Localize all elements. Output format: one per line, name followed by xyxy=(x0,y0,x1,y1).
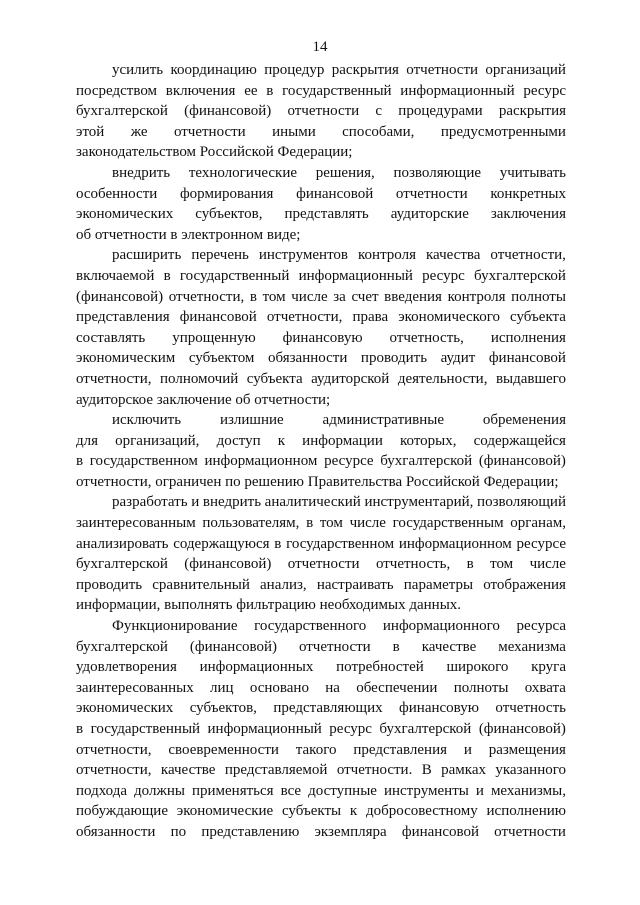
word: внедрить xyxy=(112,164,171,181)
word: аудиторские xyxy=(390,206,469,223)
text-line xyxy=(76,348,566,369)
word: для xyxy=(76,432,99,449)
word: заключения xyxy=(490,206,566,223)
text-line xyxy=(76,184,566,205)
word: широкого xyxy=(446,659,509,676)
word: с xyxy=(375,103,383,120)
paragraph-1 xyxy=(76,60,566,163)
word: государственный xyxy=(90,721,201,737)
word: (финансовой) xyxy=(184,103,272,120)
text-line xyxy=(76,122,566,143)
word: бухгалтерской xyxy=(76,638,168,655)
word: контроля xyxy=(358,247,416,264)
word: государственном xyxy=(89,453,198,470)
text-line xyxy=(76,287,566,308)
word: государственным xyxy=(392,515,504,532)
text-line xyxy=(76,678,566,699)
word: анализировать xyxy=(76,535,169,552)
word: размещения xyxy=(488,741,566,758)
word: бухгалтерской xyxy=(380,453,473,470)
word: субъектов, xyxy=(195,206,263,223)
word: упрощенную xyxy=(172,329,256,346)
word: том xyxy=(490,556,514,573)
paragraph-4 xyxy=(76,410,566,492)
word: заинтересованным xyxy=(76,515,196,532)
word: лиц xyxy=(210,679,234,696)
word: административные xyxy=(322,412,445,429)
word: полномочий xyxy=(160,370,239,387)
text-line xyxy=(76,554,566,575)
text-line xyxy=(76,534,566,555)
word: ресурс xyxy=(422,267,465,284)
word: организаций, xyxy=(115,432,200,449)
word: этой xyxy=(76,123,105,140)
text-line: об отчетности в электронном виде; xyxy=(76,226,301,243)
word: Функционирование xyxy=(112,618,238,635)
word: ее xyxy=(244,82,258,99)
word: обременения xyxy=(482,412,566,429)
text-line xyxy=(76,492,566,513)
text-line xyxy=(76,431,566,452)
word: отчетности, xyxy=(490,247,566,264)
word: отчетности, xyxy=(266,309,343,326)
word: контроля xyxy=(447,288,506,305)
word: том xyxy=(319,515,343,532)
word: в xyxy=(163,267,171,284)
text-line xyxy=(76,698,566,719)
word: аудит xyxy=(440,350,476,367)
word: выдавшего xyxy=(495,370,566,387)
word: в xyxy=(249,288,257,305)
word: информационных xyxy=(199,659,314,676)
text-line: аудиторское заключение об отчетности; xyxy=(76,391,331,408)
word: аудиторской xyxy=(311,370,390,387)
word: в xyxy=(76,453,84,470)
word: полноты xyxy=(511,288,566,305)
word: внедрить xyxy=(202,494,262,511)
word: представлению xyxy=(201,823,300,840)
word: своевременности xyxy=(168,741,279,758)
word: разработать xyxy=(112,494,188,511)
word: потребностей xyxy=(336,659,424,676)
word: инструментов xyxy=(258,247,349,264)
word: представляющих xyxy=(273,700,383,717)
word: в xyxy=(266,82,274,99)
word: круга xyxy=(531,659,566,676)
word: экономические xyxy=(176,803,274,820)
word: в xyxy=(76,721,84,737)
word: перечень xyxy=(191,247,249,264)
word: предусмотренными xyxy=(440,123,566,140)
word: исполнения xyxy=(490,329,566,346)
word: проводить xyxy=(76,576,143,593)
word: пользователям, xyxy=(202,515,300,532)
word: все xyxy=(280,782,302,799)
word: составлять xyxy=(76,329,146,346)
word: информационного xyxy=(382,618,500,635)
word: усилить xyxy=(112,62,164,78)
word: отчетности, xyxy=(76,741,152,758)
word: позволяющие xyxy=(393,164,482,181)
word: финансовой xyxy=(179,309,257,326)
word: В xyxy=(421,762,432,779)
word: отчетность xyxy=(495,700,566,717)
page-number: 14 xyxy=(312,39,328,55)
text-line xyxy=(76,266,566,287)
text-line xyxy=(76,781,566,802)
text-line xyxy=(76,307,566,328)
paragraph-2 xyxy=(76,163,566,245)
word: излишние xyxy=(219,412,284,429)
word: побуждающие xyxy=(76,803,168,820)
word: информационный xyxy=(298,267,413,284)
paragraph-5 xyxy=(76,492,566,616)
word: деятельности, xyxy=(397,370,488,387)
word: субъектом xyxy=(188,350,255,367)
word: финансовой xyxy=(488,350,566,367)
word: за xyxy=(333,288,346,305)
word: числе xyxy=(291,288,328,305)
word: формирования xyxy=(179,185,274,202)
word: качестве xyxy=(160,762,216,779)
word: отчетности. xyxy=(336,762,413,779)
word: том xyxy=(262,288,286,305)
word: рамках xyxy=(441,762,486,779)
word: в xyxy=(466,556,474,573)
text-line xyxy=(76,163,566,184)
word: субъекты xyxy=(281,803,342,820)
word: отображения xyxy=(483,576,566,593)
word: бухгалтерской xyxy=(474,267,566,284)
word: субъекта xyxy=(246,370,303,387)
word: отчетности xyxy=(395,185,468,202)
word: финансовой xyxy=(296,185,374,202)
word: содержащейся xyxy=(473,432,566,449)
word: (финансовой) xyxy=(478,721,566,737)
word: субъекта xyxy=(510,309,566,326)
word: процедур xyxy=(264,62,325,78)
word: заинтересованных xyxy=(76,679,194,696)
word: ресурс xyxy=(523,82,566,99)
word: конкретных xyxy=(490,185,566,202)
word: (финансовой) xyxy=(184,556,272,573)
word: информационном xyxy=(204,453,318,470)
document-body xyxy=(76,60,566,843)
word: в xyxy=(274,535,282,552)
word: способами, xyxy=(342,123,415,140)
word: числе xyxy=(529,556,566,573)
word: представляемой xyxy=(224,762,328,779)
word: права xyxy=(352,309,389,326)
word: качестве xyxy=(421,638,477,655)
word: же xyxy=(130,123,148,140)
text-line xyxy=(76,204,566,225)
word: отчетность, xyxy=(389,329,464,346)
text-line xyxy=(76,822,566,843)
word: проводить xyxy=(360,350,428,367)
word: бухгалтерской xyxy=(379,721,472,737)
word: процедурами xyxy=(398,103,483,120)
word: финансовую xyxy=(282,329,363,346)
word: указанного xyxy=(495,762,566,779)
word: отчетности, xyxy=(76,762,152,779)
word: (финансовой) xyxy=(189,638,277,655)
word: применяться xyxy=(191,782,274,799)
word: основано xyxy=(249,679,309,696)
word: и xyxy=(463,741,472,758)
text-line xyxy=(76,637,566,658)
word: к xyxy=(277,432,286,449)
word: (финансовой) xyxy=(76,288,164,305)
text-line xyxy=(76,760,566,781)
text-line xyxy=(76,513,566,534)
word: особенности xyxy=(76,185,158,202)
word: включаемой xyxy=(76,267,155,284)
word: включения xyxy=(165,82,236,99)
word: счет xyxy=(351,288,379,305)
word: бухгалтерской xyxy=(76,103,168,120)
word: качества xyxy=(425,247,481,264)
word: иными xyxy=(272,123,316,140)
word: органам, xyxy=(510,515,566,532)
word: обеспечении xyxy=(356,679,438,696)
word: механизма xyxy=(498,638,566,655)
word: исполнению xyxy=(486,803,566,820)
text-line xyxy=(76,451,566,472)
word: экземпляра xyxy=(314,823,387,840)
word: отчетности xyxy=(173,123,246,140)
word: решения, xyxy=(315,164,375,181)
word: аналитический xyxy=(264,494,361,511)
word: экономических xyxy=(76,700,174,717)
word: отчетность, xyxy=(375,556,451,573)
text-line xyxy=(76,410,566,431)
word: и xyxy=(475,782,484,799)
word: представлять xyxy=(284,206,369,223)
word: удовлетворения xyxy=(76,659,177,676)
word: экономических xyxy=(76,206,174,223)
text-line xyxy=(76,328,566,349)
word: государственного xyxy=(254,618,367,635)
text-line xyxy=(76,575,566,596)
text-line xyxy=(76,369,566,390)
word: в xyxy=(392,638,400,655)
word: содержащуюся xyxy=(173,535,270,552)
text-line xyxy=(76,245,566,266)
word: добросовестному xyxy=(365,803,478,820)
text-line: законодательством Российской Федерации; xyxy=(76,144,353,161)
word: ресурс xyxy=(329,721,372,737)
word: инструменты xyxy=(383,782,469,799)
word: раскрытия xyxy=(498,103,566,120)
word: введения xyxy=(384,288,442,305)
word: доступные xyxy=(308,782,377,799)
word: механизмы, xyxy=(490,782,566,799)
text-line: отчетности, ограничен по решению Правительства Российской Федерации; xyxy=(76,473,559,490)
word: технологические xyxy=(188,164,298,181)
word: позволяющий xyxy=(477,494,566,511)
word: государственный xyxy=(179,267,290,284)
word: полноты xyxy=(453,679,509,696)
text-line xyxy=(76,657,566,678)
word: ресурса xyxy=(516,618,566,635)
word: представления xyxy=(76,309,170,326)
word: информационный xyxy=(400,82,515,99)
word: параметры xyxy=(403,576,474,593)
word: подхода xyxy=(76,782,128,799)
word: которых, xyxy=(399,432,457,449)
word: отчетности xyxy=(406,62,479,78)
word: государственный xyxy=(282,82,392,99)
word: инструментарий, xyxy=(364,494,474,511)
word: отчетности, xyxy=(168,288,245,305)
word: к xyxy=(349,803,358,820)
word: отчетности xyxy=(494,823,566,840)
word: исключить xyxy=(112,412,182,429)
paragraph-6 xyxy=(76,616,566,843)
word: на xyxy=(325,679,340,696)
word: субъектов, xyxy=(189,700,257,717)
text-line xyxy=(76,740,566,761)
word: информационный xyxy=(207,721,322,737)
word: государственном xyxy=(286,535,395,552)
word: и xyxy=(191,494,200,511)
text-line xyxy=(76,81,566,102)
word: финансовую xyxy=(399,700,479,717)
word: ресурсе xyxy=(324,453,374,470)
word: настраивать xyxy=(316,576,394,593)
word: раскрытия xyxy=(331,62,399,78)
word: в xyxy=(306,515,314,532)
word: обязанности xyxy=(267,350,348,367)
word: экономическим xyxy=(76,350,176,367)
word: ресурсе xyxy=(516,535,566,552)
word: учитывать xyxy=(499,164,566,181)
paragraph-3 xyxy=(76,245,566,410)
text-line xyxy=(76,101,566,122)
word: по xyxy=(170,823,187,840)
word: числе xyxy=(349,515,386,532)
word: посредством xyxy=(76,82,158,99)
word: отчетности xyxy=(298,638,371,655)
word: отчетности xyxy=(287,103,360,120)
word: расширить xyxy=(112,247,182,264)
word: представления xyxy=(353,741,447,758)
word: информации xyxy=(302,432,383,449)
text-line xyxy=(76,719,566,740)
word: сравнительный xyxy=(152,576,250,593)
word: такого xyxy=(295,741,337,758)
text-line xyxy=(76,60,566,81)
text-line xyxy=(76,801,566,822)
word: анализ, xyxy=(260,576,307,593)
word: охвата xyxy=(524,679,566,696)
word: организаций xyxy=(485,62,566,78)
word: финансовой xyxy=(401,823,479,840)
text-line: информации, выполнять фильтрацию необходимых данных. xyxy=(76,597,462,614)
word: отчетности, xyxy=(76,370,152,387)
word: бухгалтерской xyxy=(76,556,168,573)
word: экономического xyxy=(398,309,500,326)
word: (финансовой) xyxy=(478,453,566,470)
word: координацию xyxy=(170,62,257,78)
word: информационном xyxy=(398,535,512,552)
word: отчетности xyxy=(287,556,360,573)
text-line xyxy=(76,616,566,637)
word: доступ xyxy=(216,432,261,449)
word: обязанности xyxy=(76,823,156,840)
word: должны xyxy=(134,782,185,799)
